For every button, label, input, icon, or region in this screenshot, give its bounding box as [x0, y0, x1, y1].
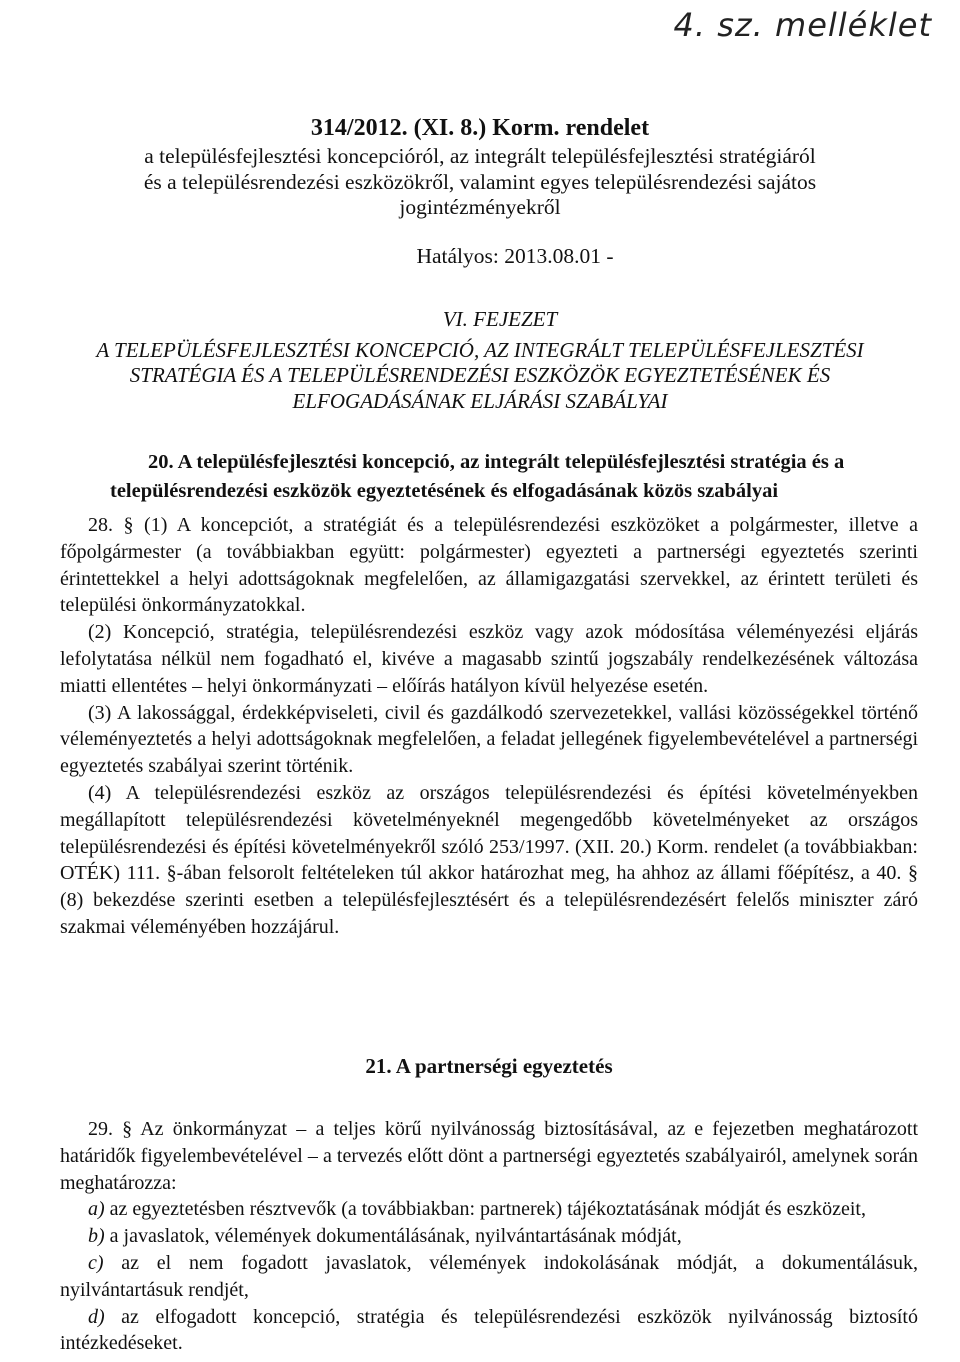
paragraph-28 — [60, 512, 918, 941]
list-item-label: c) — [88, 1251, 104, 1274]
paragraph-28-1: 28. § (1) A koncepciót, a stratégiát és a településrendezési eszközöket a polgármester, illetve a főpolgármester (a továbbiakban együtt: polgármester) egyezteti a partnerségi egyeztetés szerinti érintettekkel a helyi adottságoknak megfelelően, az államigazgatási szervekkel, az érintett területi és települési önkormányzatokkal. — [60, 514, 918, 617]
decree-subtitle-line: a településfejlesztési koncepcióról, az integrált településfejlesztési stratégiáról — [144, 144, 816, 168]
paragraph-28-4: (4) A településrendezési eszköz az országos településrendezési és építési követelményekben megállapított településrendezési követelményeknél megengedőbb követelményeket az országos településrendezési és építési követelményekről szóló 253/1997. (XII. 20.) Korm. rendelet (a továbbiakban: OTÉK) 111. §-ában felsorolt feltételeken túl akkor határozhat meg, ha ahhoz az állami főépítész, a 40. § (8) bekezdése szerinti esetben a településfejlesztésért és a településrendezésért felelős miniszter záró szakmai véleményében hozzájárul. — [60, 781, 918, 938]
decree-title: 314/2012. (XI. 8.) Korm. rendelet — [310, 115, 650, 141]
section-20-number: 20. — [148, 451, 174, 473]
chapter-title-line: STRATÉGIA ÉS A TELEPÜLÉSRENDEZÉSI ESZKÖZÖK EGYEZTETÉSÉNEK ÉS — [129, 363, 831, 387]
decree-subtitle-line: jogintézményekről — [399, 195, 561, 219]
paragraph-28-2: (2) Koncepció, stratégia, településrendezési eszköz vagy azok módosítása véleményezési eljárás lefolytatása nélkül nem fogadható el, kivéve a magasabb szintű jogszabály rendelkezésének változása miatti ellentétes – helyi önkormányzati – előírás hatályon kívül helyezése esetén. — [60, 621, 918, 697]
section-21-title: 21. A partnerségi egyeztetés — [365, 1054, 613, 1078]
paragraph-28-3: (3) A lakossággal, érdekképviseleti, civil és gazdálkodó szervezetekkel, vallási közösségekkel történő véleményeztetés a helyi adottságoknak megfelelően, a feladat jellegének figyelembevételével a partnerségi egyeztetés szabályai szerint történik. — [60, 701, 918, 778]
list-item — [60, 1196, 918, 1223]
paragraph-29-intro: 29. § Az önkormányzat – a teljes körű nyilvánosság biztosításával, az e fejezetben meghatározott határidők figyelembevételével – a tervezés előtt dönt a partnerségi egyeztetés szabályairól, amelynek során meghatározza: — [60, 1118, 918, 1194]
list-item-text: az egyeztetésben résztvevők (a továbbiakban: partnerek) tájékoztatásának módját és eszközeit, — [104, 1198, 866, 1221]
chapter-title-line: ELFOGADÁSÁNAK ELJÁRÁSI SZABÁLYAI — [292, 388, 668, 413]
chapter-title-line: A TELEPÜLÉSFEJLESZTÉSI KONCEPCIÓ, AZ INTEGRÁLT TELEPÜLÉSFEJLESZTÉSI — [96, 337, 864, 362]
list-item — [60, 1250, 918, 1304]
document-header — [60, 112, 900, 414]
list-item-label: d) — [88, 1305, 105, 1328]
section-20-heading — [110, 448, 900, 506]
list-item — [60, 1223, 918, 1250]
decree-subtitle-line: és a településrendezési eszközökről, valamint egyes településrendezési sajátos — [143, 169, 817, 194]
section-20-title-line2: településrendezési eszközök egyeztetésének és elfogadásának közös szabályai — [110, 480, 779, 502]
effective-date: Hatályos: 2013.08.01 - — [416, 243, 614, 268]
list-item-text: a javaslatok, vélemények dokumentálásának, nyilvántartásának módját, — [104, 1225, 682, 1248]
list-item-text: az el nem fogadott javaslatok, vélemények indokolásának módját, a dokumentálásuk, nyilvántartásuk rendjét, — [60, 1251, 918, 1301]
list-item-label: a) — [88, 1198, 105, 1221]
handwritten-annex-note: 4. sz. melléklet — [673, 6, 932, 44]
section-20-title-line1: A településfejlesztési koncepció, az integrált településfejlesztési stratégia és a — [177, 451, 845, 473]
list-item-text: az elfogadott koncepció, stratégia és településrendezési eszközök nyilvánosság biztosító intézkedéseket. — [60, 1305, 918, 1355]
chapter-number: VI. FEJEZET — [442, 306, 558, 331]
paragraph-29 — [60, 1116, 918, 1357]
chapter-title — [60, 338, 900, 415]
list-item — [60, 1304, 918, 1358]
list-item-label: b) — [88, 1225, 105, 1248]
